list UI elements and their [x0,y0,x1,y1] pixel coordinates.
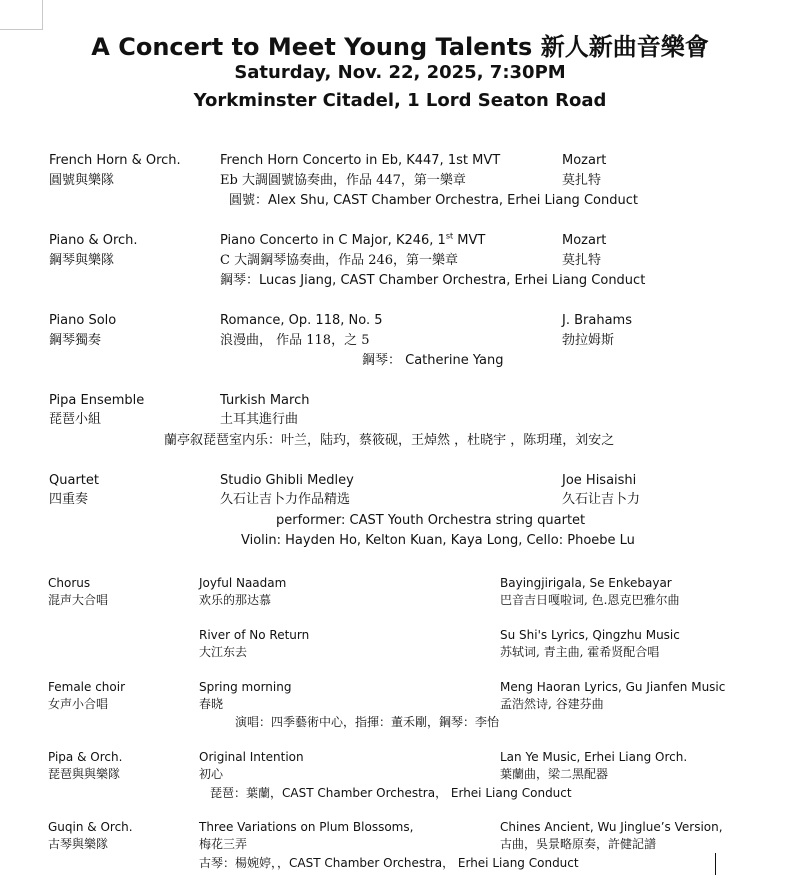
program-title-en: Romance, Op. 118, No. 5 [220,313,383,328]
program-performers: performer: CAST Youth Orchestra string quartet [276,513,586,528]
program-performers: 圓號：Alex Shu, CAST Chamber Orchestra, Erhei Liang Conduct [229,193,638,208]
program-title-en: Original Intention [199,750,304,764]
program-composer-en: Meng Haoran Lyrics, Gu Jianfen Music [500,680,726,694]
program-composer-zh: 莫扎特 [562,173,602,188]
program-title-en: French Horn Concerto in Eb, K447, 1st MVT [220,153,501,168]
program-composer-en: Chines Ancient, Wu Jinglue’s Version, [500,820,723,834]
program-title-zh: 春晓 [199,697,224,711]
program-composer-zh: 孟浩然诗, 谷建芬曲 [500,697,604,711]
program-performers: 古琴：楊婉婷，，CAST Chamber Orchestra， Erhei Liang Conduct [199,856,579,870]
program-title-en: Joyful Naadam [199,576,287,590]
concert-title: A Concert to Meet Young Talents 新人新曲音樂會 [91,33,709,61]
program-category-zh: 琵琶小組 [49,412,102,427]
program-performers: 蘭亭叙琵琶室内乐：叶兰，陆玓，蔡筱砚，王焯然 ，杜晓宇 ，陈玥瑾，刘安之 [164,433,615,448]
program-title-zh: 梅花三弄 [199,837,248,851]
program-category-en: Female choir [48,680,126,694]
program-title-en-suffix: MVT [453,233,486,248]
program-performers: 演唱：四季藝術中心，指揮：董禾剛，鋼琴：李怡 [235,715,500,729]
program-composer-en: Lan Ye Music, Erhei Liang Orch. [500,750,688,764]
program-title-zh: 欢乐的那达慕 [199,593,272,607]
program-category-zh: 古琴與樂隊 [48,837,109,851]
program-category-en: French Horn & Orch. [49,153,181,168]
program-category-zh: 鋼琴獨奏 [49,333,102,348]
program-title-zh: 大江东去 [199,645,248,659]
program-title-zh: 土耳其進行曲 [220,412,299,427]
page-corner-mark-vertical [42,0,43,30]
program-title-en: Studio Ghibli Medley [220,473,354,488]
program-title-zh: 浪漫曲， 作品 118，之 5 [220,333,370,348]
program-category-en: Piano Solo [49,313,117,328]
text-cursor [715,853,716,875]
program-category-en: Chorus [48,576,91,590]
program-composer-zh: 巴音吉日嘎啦词, 色.恩克巴雅尔曲 [500,593,680,607]
program-category-en: Pipa & Orch. [48,750,123,764]
program-category-zh: 琵琶與與樂隊 [48,767,121,781]
program-title-en: Spring morning [199,680,292,694]
concert-venue: Yorkminster Citadel, 1 Lord Seaton Road [193,90,607,111]
program-title-zh: 久石让吉卜力作品精选 [220,492,351,507]
program-title-zh: Eb 大調圓號協奏曲，作品 447，第一樂章 [220,173,466,188]
program-title-en [220,233,485,249]
program-composer-zh: 古曲，吳景略原奏，許健記譜 [500,837,657,851]
program-composer-zh: 勃拉姆斯 [562,333,615,348]
program-composer-zh: 久石让吉卜力 [562,492,641,507]
program-category-zh: 四重奏 [49,492,89,507]
ordinal-superscript: st [445,231,454,241]
concert-date-time: Saturday, Nov. 22, 2025, 7:30PM [234,62,566,83]
program-category-en: Guqin & Orch. [48,820,133,834]
program-composer-en: Mozart [562,153,607,168]
program-composer-zh: 苏轼词, 青主曲, 霍希贤配合唱 [500,645,660,659]
program-composer-en: Bayingjirigala, Se Enkebayar [500,576,672,590]
program-performers: 鋼琴： Catherine Yang [362,353,504,368]
program-title-en: Three Variations on Plum Blossoms, [199,820,414,834]
program-performers-detail: Violin: Hayden Ho, Kelton Kuan, Kaya Long, Cello: Phoebe Lu [241,533,635,548]
program-performers: 鋼琴：Lucas Jiang, CAST Chamber Orchestra, Erhei Liang Conduct [220,273,646,288]
program-title-en: Turkish March [220,393,310,408]
program-category-en: Piano & Orch. [49,233,138,248]
program-composer-en: J. Brahams [562,313,632,328]
program-category-zh: 鋼琴與樂隊 [49,253,115,268]
program-category-en: Pipa Ensemble [49,393,145,408]
program-composer-en: Su Shi's Lyrics, Qingzhu Music [500,628,680,642]
program-composer-zh: 莫扎特 [562,253,602,268]
program-category-zh: 混声大合唱 [48,593,109,607]
program-composer-zh: 葉蘭曲，梁二黑配器 [500,767,609,781]
program-category-zh: 女声小合唱 [48,697,109,711]
program-composer-en: Mozart [562,233,607,248]
program-title-en-main: Piano Concerto in C Major, K246, 1 [220,233,446,248]
program-composer-en: Joe Hisaishi [562,473,637,488]
program-category-zh: 圓號與樂隊 [49,173,115,188]
program-performers: 琵琶：葉蘭，CAST Chamber Orchestra， Erhei Liang Conduct [210,786,572,800]
program-title-zh: C 大調鋼琴協奏曲，作品 246，第一樂章 [220,253,459,268]
program-title-en: River of No Return [199,628,310,642]
program-category-en: Quartet [49,473,99,488]
program-title-zh: 初心 [199,767,224,781]
